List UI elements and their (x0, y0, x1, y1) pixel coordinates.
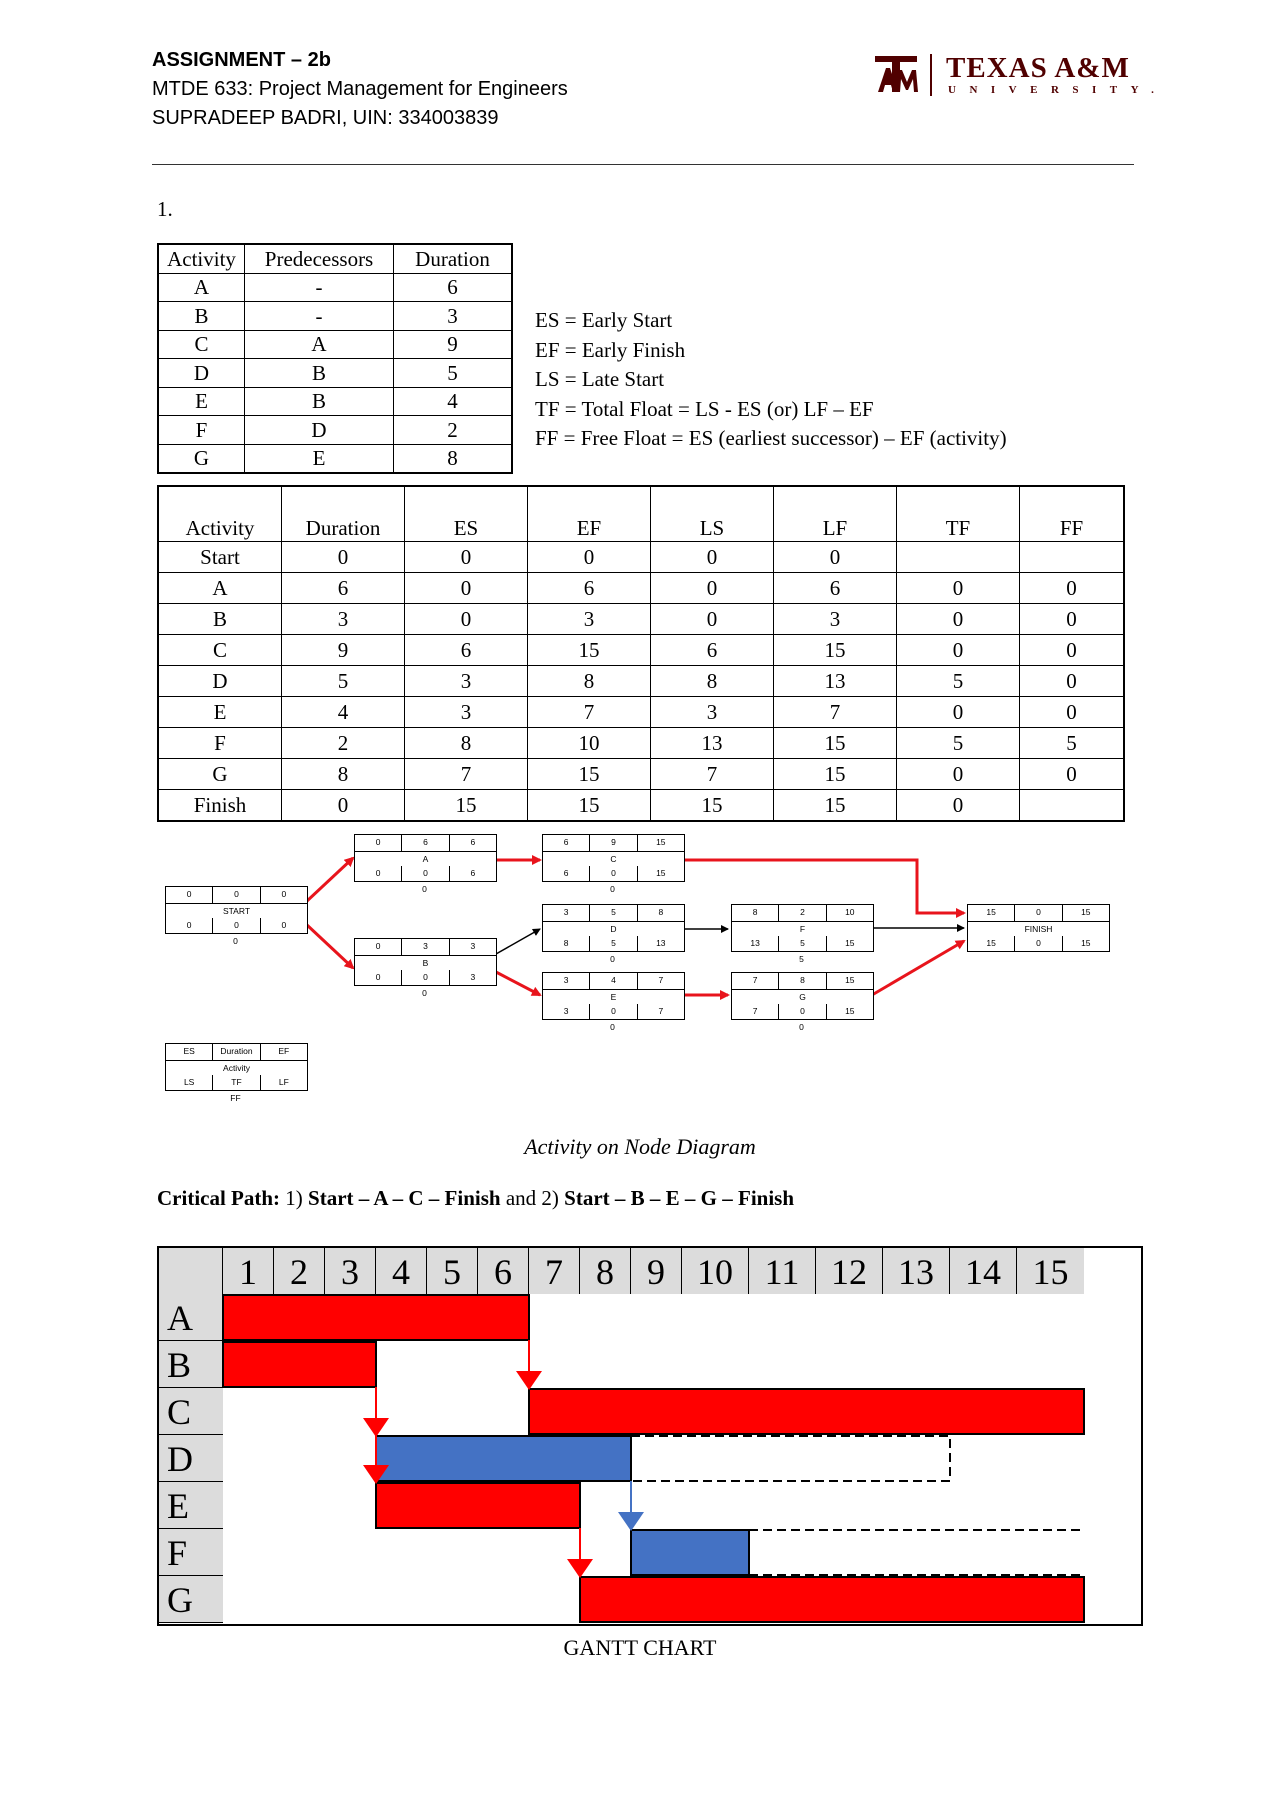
node-activity: F (732, 921, 873, 936)
table-cell: 3 (394, 302, 513, 331)
col-header: Activity (158, 486, 282, 542)
table-cell: 6 (528, 573, 651, 604)
predecessor-table-body (158, 273, 512, 473)
table-cell: 0 (1020, 635, 1125, 666)
table-row (158, 416, 512, 445)
legend-line: FF = Free Float = ES (earliest successor) – EF (activity) (535, 426, 1007, 450)
node-ls: 0 (375, 971, 381, 982)
table-cell: G (158, 759, 282, 790)
legend-line: ES = Early Start (535, 308, 673, 332)
schedule-table (157, 485, 1125, 822)
gantt-bar-d (376, 1436, 631, 1481)
gantt-row-label: B (159, 1341, 223, 1388)
table-cell: 13 (774, 666, 897, 697)
node-g (731, 972, 874, 1020)
node-b (354, 938, 497, 986)
node-activity: C (543, 851, 684, 866)
node-tf: 0 (212, 918, 259, 934)
table-row (158, 728, 1124, 759)
gantt-column-header: 12 (816, 1248, 883, 1294)
table-cell: 0 (897, 697, 1020, 728)
table-cell: 6 (394, 273, 513, 302)
table-row (158, 444, 512, 473)
table-cell: 8 (394, 444, 513, 473)
node-es: 7 (752, 975, 758, 985)
node-lf: 3 (449, 970, 496, 986)
table-cell: A (158, 573, 282, 604)
table-cell: A (158, 273, 245, 302)
table-cell: 0 (897, 573, 1020, 604)
node-ls: 0 (186, 919, 192, 930)
gantt-chart (157, 1246, 1143, 1626)
gantt-dependency-arrowhead (516, 1371, 542, 1390)
legend-line: TF = Total Float = LS - ES (or) LF – EF (535, 396, 874, 421)
node-lf: LF (260, 1075, 307, 1091)
table-row (158, 759, 1124, 790)
table-cell: 0 (1020, 666, 1125, 697)
critical-path-1: Start – A – C – Finish (308, 1186, 501, 1210)
table-cell: 0 (897, 790, 1020, 822)
table-cell: 0 (1020, 759, 1125, 790)
gantt-column-header: 8 (580, 1248, 631, 1294)
table-cell: 3 (405, 697, 528, 728)
table-cell: 0 (405, 542, 528, 573)
gantt-column-header: 3 (325, 1248, 376, 1294)
table-row (158, 666, 1124, 697)
arrow-g-finish (872, 941, 964, 995)
legend-line: LS = Late Start (535, 367, 665, 391)
node-es: 0 (375, 837, 381, 847)
node-tf: 0 (401, 970, 448, 986)
arrow-b-e (496, 972, 540, 995)
table-row (158, 604, 1124, 635)
arrow-b-d (496, 929, 540, 954)
table-cell: 0 (651, 542, 774, 573)
table-row (158, 573, 1124, 604)
table-cell: 3 (282, 604, 405, 635)
table-cell: Finish (158, 790, 282, 822)
node-tf: TF (212, 1075, 259, 1091)
node-duration: Duration (212, 1044, 259, 1060)
gantt-column-header: 2 (274, 1248, 325, 1294)
node-es: 3 (563, 907, 569, 917)
table-cell: 0 (528, 542, 651, 573)
node-duration: 5 (589, 905, 636, 921)
node-duration: 9 (589, 835, 636, 851)
node-duration: 6 (401, 835, 448, 851)
table-row (158, 542, 1124, 573)
table-cell: 6 (651, 635, 774, 666)
node-duration: 0 (212, 887, 259, 903)
table-row (158, 359, 512, 388)
gantt-float-f (749, 1530, 1084, 1575)
col-header: ES (405, 486, 528, 542)
node-tf: 0 (1014, 936, 1061, 952)
table-row (158, 635, 1124, 666)
node-ff: FF (230, 1093, 241, 1103)
node-finish (967, 904, 1110, 952)
table-cell: B (245, 359, 394, 388)
table-cell (1020, 790, 1125, 822)
document-header (152, 46, 568, 133)
table-cell: B (245, 387, 394, 416)
table-cell: 7 (651, 759, 774, 790)
node-f (731, 904, 874, 952)
gantt-column-header: 14 (950, 1248, 1017, 1294)
node-lf: 0 (260, 918, 307, 934)
col-header: Duration (394, 244, 513, 273)
node-es: 8 (752, 907, 758, 917)
gantt-bar-e (376, 1483, 580, 1528)
node-lf: 15 (637, 866, 684, 882)
node-ff: 0 (233, 936, 238, 946)
node-ff: 5 (799, 954, 804, 964)
gantt-bar-f (631, 1530, 749, 1575)
node-ls: 3 (563, 1005, 569, 1016)
node-duration: 4 (589, 973, 636, 989)
node-ls: LS (183, 1076, 195, 1087)
table-cell: B (158, 302, 245, 331)
gantt-bar-b (223, 1342, 376, 1387)
header-rule (152, 164, 1134, 165)
node-activity: START (166, 903, 307, 918)
schedule-table-body (158, 542, 1124, 822)
gantt-row-label: A (159, 1294, 223, 1341)
node-ef: 10 (826, 905, 873, 921)
gantt-column-header: 5 (427, 1248, 478, 1294)
node-duration: 2 (778, 905, 825, 921)
gantt-column-header: 15 (1017, 1248, 1084, 1294)
table-cell: D (158, 359, 245, 388)
table-cell: 8 (405, 728, 528, 759)
table-cell: B (158, 604, 282, 635)
node-ef: 0 (260, 887, 307, 903)
node-start (165, 886, 308, 934)
gantt-column-header: 11 (749, 1248, 816, 1294)
col-header: Duration (282, 486, 405, 542)
node-ef: 8 (637, 905, 684, 921)
node-ef: 3 (449, 939, 496, 955)
table-cell: 0 (897, 604, 1020, 635)
table-header-row (158, 244, 512, 273)
table-cell: 0 (897, 635, 1020, 666)
table-cell: 0 (282, 790, 405, 822)
node-lf: 15 (826, 1004, 873, 1020)
node-a (354, 834, 497, 882)
table-cell: 15 (651, 790, 774, 822)
gantt-row-label: G (159, 1576, 223, 1623)
critical-path-label: Critical Path: (157, 1186, 281, 1210)
table-row (158, 387, 512, 416)
table-cell: 8 (282, 759, 405, 790)
table-cell: 3 (651, 697, 774, 728)
table-cell: 3 (774, 604, 897, 635)
table-cell: 6 (282, 573, 405, 604)
table-cell: 6 (774, 573, 897, 604)
table-cell (1020, 542, 1125, 573)
node-ff: 0 (610, 884, 615, 894)
node-es: 6 (563, 837, 569, 847)
node-tf: 5 (778, 936, 825, 952)
node-ls: 13 (750, 937, 760, 948)
table-cell: 5 (394, 359, 513, 388)
abbreviation-legend (535, 306, 1007, 454)
table-cell: 4 (394, 387, 513, 416)
node-activity: D (543, 921, 684, 936)
aon-caption: Activity on Node Diagram (524, 1134, 756, 1159)
table-cell: D (158, 666, 282, 697)
node-es: 3 (563, 975, 569, 985)
table-cell: 2 (282, 728, 405, 759)
logo-sub: UNIVERSITY. (948, 84, 1168, 96)
table-cell: 0 (405, 573, 528, 604)
table-cell: 0 (774, 542, 897, 573)
gantt-column-header: 10 (682, 1248, 749, 1294)
logo-divider (930, 54, 932, 96)
legend-line: EF = Early Finish (535, 337, 686, 362)
table-cell: 7 (528, 697, 651, 728)
table-cell: 5 (897, 666, 1020, 697)
table-cell: - (245, 302, 394, 331)
gantt-column-header: 6 (478, 1248, 529, 1294)
node-ls: 8 (563, 937, 569, 948)
table-cell: 9 (282, 635, 405, 666)
node-lf: 7 (637, 1004, 684, 1020)
table-cell: 9 (394, 330, 513, 359)
node-es: ES (183, 1046, 195, 1056)
table-cell: 13 (651, 728, 774, 759)
table-cell: 7 (405, 759, 528, 790)
node-activity: Activity (166, 1060, 307, 1075)
table-cell: E (158, 697, 282, 728)
table-cell: C (158, 635, 282, 666)
atm-monogram-icon (872, 52, 920, 96)
col-header: FF (1020, 486, 1125, 542)
table-row (158, 330, 512, 359)
table-cell: C (158, 330, 245, 359)
node-d (542, 904, 685, 952)
node-es: 15 (986, 907, 996, 917)
table-cell: Start (158, 542, 282, 573)
node-e (542, 972, 685, 1020)
gantt-column-header: 7 (529, 1248, 580, 1294)
gantt-dependency-arrowhead (618, 1512, 644, 1531)
table-cell: 3 (405, 666, 528, 697)
node-activity: B (355, 955, 496, 970)
node-ef: 15 (826, 973, 873, 989)
table-cell: 15 (774, 728, 897, 759)
table-cell: E (158, 387, 245, 416)
assignment-title: ASSIGNMENT – 2b (152, 49, 331, 71)
node-es: 0 (186, 889, 192, 899)
node-ff: 0 (422, 884, 427, 894)
table-cell: 0 (651, 604, 774, 635)
node-ls: 7 (752, 1005, 758, 1016)
table-cell: 10 (528, 728, 651, 759)
col-header: TF (897, 486, 1020, 542)
predecessor-table (157, 243, 513, 474)
col-header: LS (651, 486, 774, 542)
node-ef: 7 (637, 973, 684, 989)
table-cell: 0 (282, 542, 405, 573)
gantt-column-header: 4 (376, 1248, 427, 1294)
table-cell: D (245, 416, 394, 445)
table-cell: 5 (897, 728, 1020, 759)
node-activity: G (732, 989, 873, 1004)
node-activity: E (543, 989, 684, 1004)
gantt-bar-g (580, 1577, 1084, 1622)
table-cell: 7 (774, 697, 897, 728)
gantt-column-header: 1 (223, 1248, 274, 1294)
node-ff: 0 (422, 988, 427, 998)
table-cell: 2 (394, 416, 513, 445)
node-duration: 0 (1014, 905, 1061, 921)
col-header: Activity (158, 244, 245, 273)
table-header-row (158, 486, 1124, 542)
col-header: EF (528, 486, 651, 542)
node-tf: 0 (778, 1004, 825, 1020)
table-cell (897, 542, 1020, 573)
critical-path (157, 1186, 794, 1211)
table-cell: 15 (528, 790, 651, 822)
table-cell: G (158, 444, 245, 473)
node-ff: 0 (610, 1022, 615, 1032)
arrow-c-finish (684, 860, 964, 913)
gantt-row-label: E (159, 1482, 223, 1529)
gantt-row-label: F (159, 1529, 223, 1576)
node-ef: 15 (637, 835, 684, 851)
table-cell: 15 (774, 635, 897, 666)
gantt-row-label: C (159, 1388, 223, 1435)
table-cell: A (245, 330, 394, 359)
table-cell: 15 (405, 790, 528, 822)
node-activity: A (355, 851, 496, 866)
gantt-column-header: 13 (883, 1248, 950, 1294)
table-cell: 15 (774, 759, 897, 790)
table-row (158, 273, 512, 302)
gantt-column-header: 9 (631, 1248, 682, 1294)
table-cell: 3 (528, 604, 651, 635)
table-cell: 0 (897, 759, 1020, 790)
table-cell: 6 (405, 635, 528, 666)
node-ls: 0 (375, 867, 381, 878)
tamu-logo (872, 52, 1168, 102)
table-row (158, 302, 512, 331)
arrow-start-a (307, 858, 353, 901)
course-title: MTDE 633: Project Management for Engineers (152, 78, 568, 100)
table-cell: 5 (282, 666, 405, 697)
critical-path-and: and 2) (500, 1186, 565, 1210)
arrow-start-b (307, 925, 353, 968)
critical-path-2: Start – B – E – G – Finish (564, 1186, 795, 1210)
node-ls: 15 (986, 937, 996, 948)
node-ef: 15 (1062, 905, 1109, 921)
table-cell: 0 (1020, 573, 1125, 604)
table-cell: 0 (1020, 697, 1125, 728)
gantt-bar-c (529, 1389, 1084, 1434)
col-header: LF (774, 486, 897, 542)
critical-path-prefix: 1) (280, 1186, 309, 1210)
table-cell: 15 (528, 759, 651, 790)
table-cell: 4 (282, 697, 405, 728)
node-es: 0 (375, 941, 381, 951)
gantt-row-label: D (159, 1435, 223, 1482)
gantt-float-d (631, 1436, 950, 1481)
node-duration: 3 (401, 939, 448, 955)
gantt-bar-a (223, 1295, 529, 1340)
node-lf: 15 (1062, 936, 1109, 952)
node-ef: 6 (449, 835, 496, 851)
table-cell: 15 (528, 635, 651, 666)
table-cell: E (245, 444, 394, 473)
node-tf: 5 (589, 936, 636, 952)
table-cell: 8 (651, 666, 774, 697)
gantt-bars (159, 1248, 1141, 1624)
node-tf: 0 (401, 866, 448, 882)
node-ff: 0 (799, 1022, 804, 1032)
table-cell: 5 (1020, 728, 1125, 759)
node-lf: 13 (637, 936, 684, 952)
table-cell: F (158, 728, 282, 759)
gantt-dependency-arrowhead (567, 1559, 593, 1578)
question-number: 1. (157, 197, 173, 221)
table-cell: F (158, 416, 245, 445)
node-lf: 6 (449, 866, 496, 882)
table-cell: 8 (528, 666, 651, 697)
student-info: SUPRADEEP BADRI, UIN: 334003839 (152, 107, 499, 129)
node-ff: 0 (610, 954, 615, 964)
node-lf: 15 (826, 936, 873, 952)
table-row (158, 697, 1124, 728)
logo-name: TEXAS A&M (946, 52, 1130, 84)
node-key (165, 1043, 308, 1091)
node-tf: 0 (589, 866, 636, 882)
table-cell: - (245, 273, 394, 302)
col-header: Predecessors (245, 244, 394, 273)
node-c (542, 834, 685, 882)
node-ls: 6 (563, 867, 569, 878)
table-cell: 0 (1020, 604, 1125, 635)
node-ef: EF (260, 1044, 307, 1060)
table-cell: 0 (405, 604, 528, 635)
table-row (158, 790, 1124, 822)
node-tf: 0 (589, 1004, 636, 1020)
gantt-caption: GANTT CHART (563, 1635, 717, 1660)
node-activity: FINISH (968, 921, 1109, 936)
table-cell: 15 (774, 790, 897, 822)
table-cell: 0 (651, 573, 774, 604)
node-duration: 8 (778, 973, 825, 989)
